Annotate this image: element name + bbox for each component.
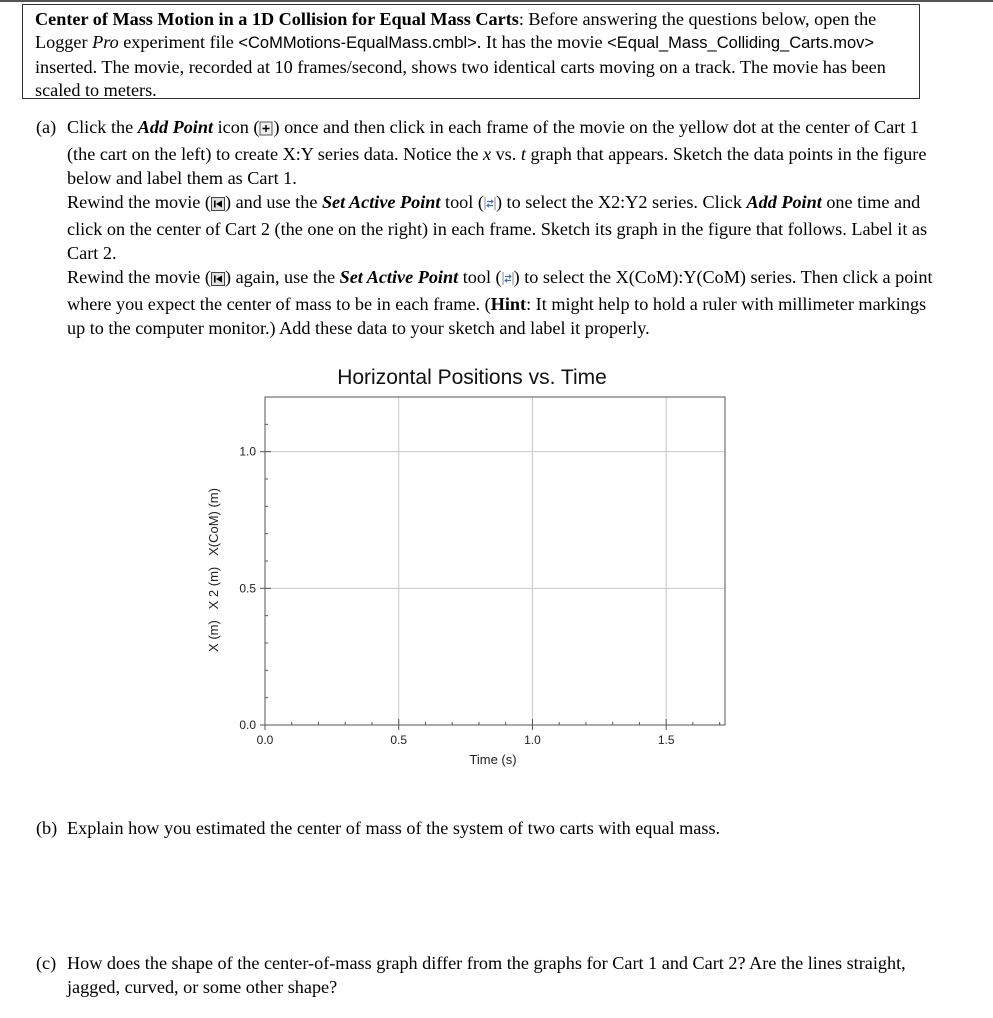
text: graph that appears. Sketch the data points in the figure below and label them as Cart 1. [67, 144, 927, 188]
part-a-body [67, 115, 936, 340]
text: Rewind the movie ( [67, 267, 211, 287]
var-x: x [482, 144, 492, 164]
x-axis-label: Time (s) [469, 752, 517, 767]
y-axis-label: X (m) X 2 (m) X(CoM) (m) [206, 488, 221, 652]
y-tick-label: 0.0 [239, 718, 256, 732]
x-tick-label: 0.5 [390, 733, 408, 747]
text: ) again, use the [224, 267, 340, 287]
position-time-chart [190, 360, 750, 780]
text: ) to select the X2:Y2 series. Click [495, 192, 747, 212]
set-active-point-term: Set Active Point [321, 192, 441, 212]
y-tick-label: 1.0 [239, 444, 256, 459]
part-c [36, 951, 936, 999]
text: ) once and then click in each frame of the movie on the yellow dot at the center of Cart 1 (the cart on the left) to create X:Y series data. Notice the [67, 117, 919, 164]
text: Rewind the movie ( [67, 192, 211, 212]
part-a-step-3 [67, 265, 936, 340]
set-active-point-icon [484, 193, 496, 217]
part-a [36, 115, 936, 340]
part-a-step-2 [67, 190, 936, 265]
text: tool ( [440, 192, 484, 212]
text: vs. [491, 144, 521, 164]
intro-title: Center of Mass Motion in a 1D Collision for Equal Mass Carts [35, 9, 519, 29]
part-b [36, 816, 720, 840]
set-active-point-icon [502, 268, 514, 292]
x-tick-label: 1.0 [524, 733, 541, 747]
part-a-step-1 [67, 115, 936, 190]
chart-title: Horizontal Positions vs. Time [337, 366, 607, 389]
intro-movie-name: <Equal_Mass_Colliding_Carts.mov> [607, 34, 875, 53]
add-point-term: Add Point [746, 192, 822, 212]
top-border [0, 0, 993, 2]
text: tool ( [458, 267, 502, 287]
intro-file-name: <CoMMotions-EqualMass.cmbl> [238, 34, 477, 53]
chart-ticks [239, 424, 719, 747]
plot-frame [265, 397, 725, 725]
chart-grid [265, 397, 725, 725]
rewind-icon [211, 193, 225, 217]
rewind-icon [211, 268, 225, 292]
var-t: t [520, 144, 526, 164]
hint-label: Hint [490, 294, 527, 314]
add-point-term: Add Point [137, 117, 214, 137]
part-b-question: Explain how you estimated the center of mass of the system of two carts with equal mass. [67, 818, 721, 838]
x-tick-label: 1.5 [657, 733, 675, 747]
text: ) to select the X(CoM):Y(CoM) series. Then click a point where you expect the center of mass to be in each frame. ( [67, 267, 933, 314]
intro-pro: Pro [92, 32, 119, 53]
text: one time and click on the center of Cart 2 (the one on the right) in each frame. Sketch its graph in the figure that follows. Label it as Cart 2. [67, 192, 928, 263]
text: icon ( [213, 117, 260, 137]
part-b-label: (b) [36, 818, 58, 838]
intro-text: inserted. The movie, recorded at 10 frames/second, shows two identical carts moving on a track. The movie has been scaled to meters. [35, 56, 886, 101]
part-a-label: (a) [36, 117, 57, 137]
text: Click the [67, 117, 138, 137]
y-tick-label: 0.5 [239, 581, 256, 596]
text: : It might help to hold a ruler with millimeter markings up to the computer monitor.) Add these data to your sketch and label it properly. [67, 294, 927, 338]
intro-text: . It has the movie [476, 32, 608, 53]
part-c-question: How does the shape of the center-of-mass graph differ from the graphs for Cart 1 and Cart 2? Are the lines straight, jagged, curved, or some other shape? [67, 953, 906, 997]
part-c-label: (c) [36, 953, 57, 973]
intro-text: : Before answering the questions below, open the Logger [35, 9, 877, 53]
intro-box [22, 4, 920, 99]
x-tick-label: 0.0 [256, 733, 274, 747]
add-point-icon [259, 118, 273, 142]
intro-paragraph [35, 8, 907, 103]
text: ) and use the [224, 192, 322, 212]
set-active-point-term: Set Active Point [339, 267, 459, 287]
intro-text: experiment file [118, 32, 239, 53]
